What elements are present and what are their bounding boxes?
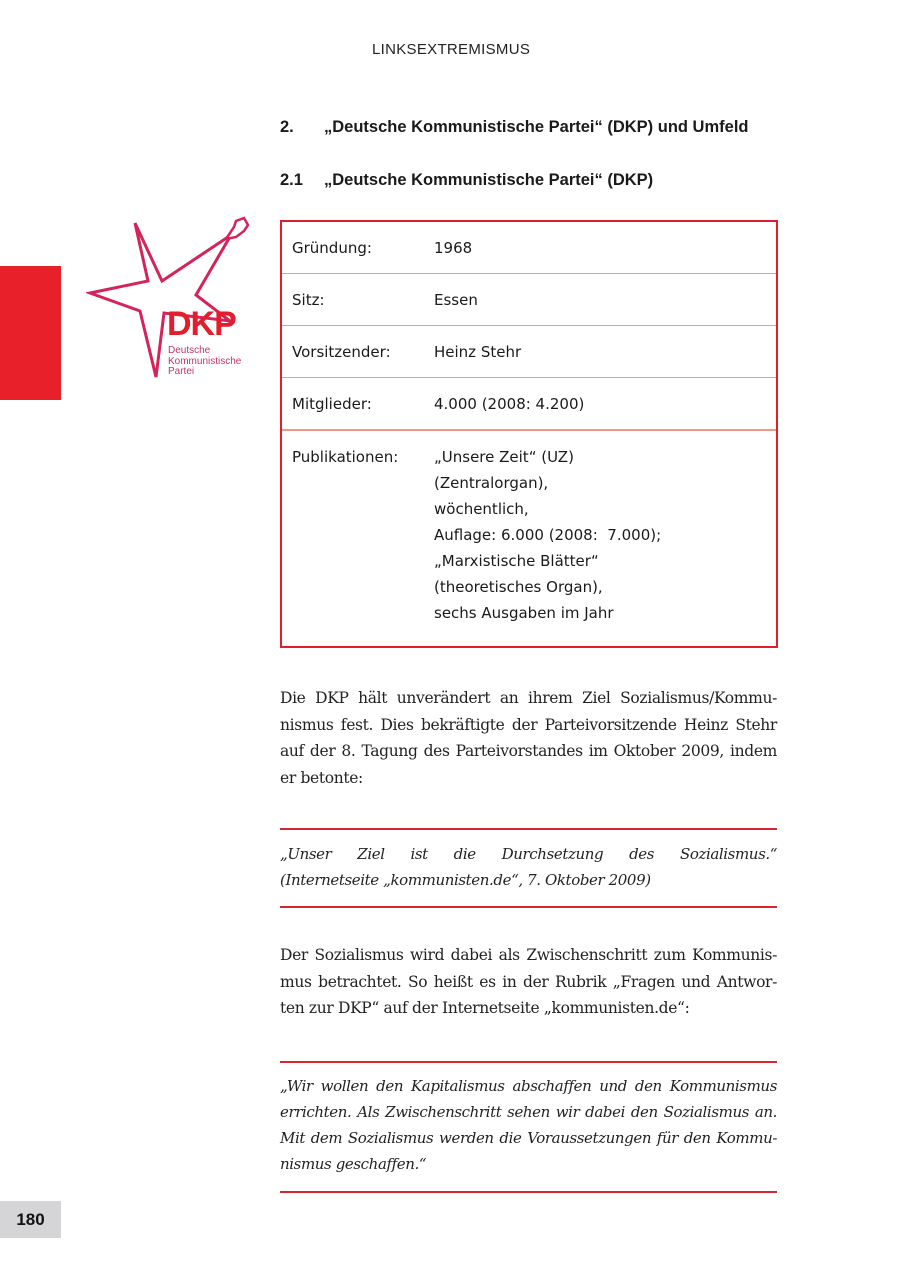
logo-full-name: Deutsche Kommunistische Partei xyxy=(168,345,242,377)
party-factbox xyxy=(280,220,778,648)
running-head: LINKSEXTREMISMUS xyxy=(372,41,531,58)
section-number: 2. xyxy=(280,118,294,136)
logo-abbreviation: DKP xyxy=(167,305,236,343)
block-quote: „Unser Ziel ist die Durchsetzung des Sozialismus.“ (Internetseite „kommunisten.de“, 7. Oktober 2009) xyxy=(280,845,777,889)
factbox-row-members xyxy=(282,378,776,431)
page-number-box xyxy=(0,1201,61,1238)
body-paragraph: Die DKP hält unverändert an ihrem Ziel Sozialismus/Kommu- nismus fest. Dies bekräftigte der Parteivorsitzende Heinz Stehr auf der 8. Tagung des Parteivorstandes im Oktober 2009, indem er betonte: xyxy=(280,689,777,787)
fact-label: Sitz: xyxy=(292,290,325,309)
block-quote: „Wir wollen den Kapitalismus abschaffen und den Kommunismus errichten. Als Zwischenschritt sehen wir dabei den Sozialismus an. Mit dem Sozialismus werden die Voraussetzungen für den Kommu- nismus geschaffen.“ xyxy=(280,1077,777,1173)
factbox-row-publications xyxy=(282,431,776,626)
fact-label: Mitglieder: xyxy=(292,394,372,413)
fact-label: Publikationen: xyxy=(292,448,399,466)
section-heading xyxy=(280,118,748,137)
quote-rule-bottom xyxy=(280,1191,777,1193)
fact-value: „Unsere Zeit“ (UZ) (Zentralorgan), wöchentlich, Auflage: 6.000 (2008: 7.000); „Marxistische Blätter“ (theoretisches Organ), sechs Ausgaben im Jahr xyxy=(434,448,662,622)
fact-label: Vorsitzender: xyxy=(292,342,391,361)
quote-rule-top xyxy=(280,1061,777,1063)
quote-rule-top xyxy=(280,828,777,830)
factbox-row-chair xyxy=(282,326,776,378)
subsection-number: 2.1 xyxy=(280,171,303,189)
fact-label: Gründung: xyxy=(292,238,372,257)
fact-value: 4.000 (2008: 4.200) xyxy=(434,394,585,413)
chapter-tab-marker xyxy=(0,266,61,400)
section-title: „Deutsche Kommunistische Partei“ (DKP) und Umfeld xyxy=(324,118,749,136)
body-paragraph: Der Sozialismus wird dabei als Zwischenschritt zum Kommunis- mus betrachtet. So heißt es in der Rubrik „Fragen und Antwor- ten zur DKP“ auf der Internetseite „kommunisten.de“: xyxy=(280,946,777,1017)
page-number: 180 xyxy=(16,1209,45,1229)
fact-value: 1968 xyxy=(434,238,473,257)
subsection-title: „Deutsche Kommunistische Partei“ (DKP) xyxy=(324,171,654,189)
factbox-row-founding xyxy=(282,222,776,274)
fact-value: Heinz Stehr xyxy=(434,342,522,361)
factbox-row-seat xyxy=(282,274,776,326)
quote-rule-bottom xyxy=(280,906,777,908)
subsection-heading xyxy=(280,171,653,190)
fact-value: Essen xyxy=(434,290,478,309)
